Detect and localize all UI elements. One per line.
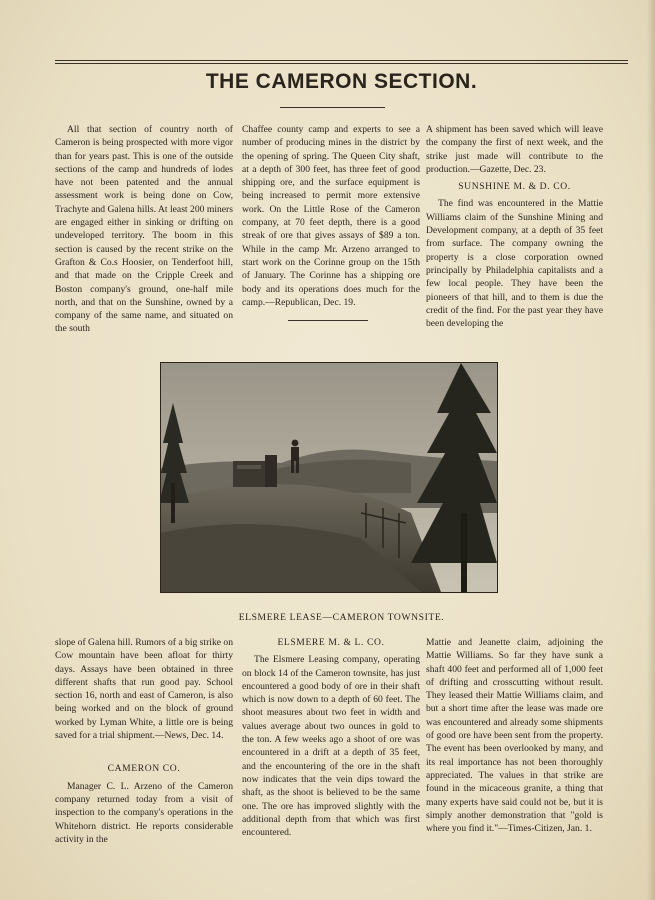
column-2-end-rule [288,320,368,321]
bottom-col1-paragraph-2: Manager C. L. Arzeno of the Cameron company returned today from a visit of inspection to the company's operations in the Whitehorn district. He reports considerable activity in the [55,780,233,845]
top-rule-second [55,63,628,64]
photo-illustration [161,363,497,592]
title-rule [280,107,385,108]
top-column-3 [426,123,603,330]
top-col3-paragraph-2: The find was encountered in the Mattie Williams claim of the Sunshine Mining and Development company, at a depth of 35 feet from surface. The company owning the property is a close corporation owned principally by Philadelphia capitalists and a few local people. They have been the pioneers of that hill, and to them is due the credit of the find. For the past year they have been developing the [426,198,603,330]
bottom-column-1 [55,636,233,846]
bottom-column-3 [426,636,603,835]
cameron-co-heading: CAMERON CO. [107,763,181,775]
bottom-col1-paragraph-1: slope of Galena hill. Rumors of a big strike on Cow mountain have been afloat for thirty days. Assays have been obtained in three different shafts that run good pay. School section 16, north and east of Cameron, is also being worked and on the block of ground worked by Lyman White, a little ore is being saved for a trial shipment.—News, Dec. 14. [55,637,233,742]
page-title: THE CAMERON SECTION. [205,70,478,93]
top-col1-paragraph: All that section of country north of Cameron is being prospected with more vigor than for years past. This is one of the outside sections of the camp and hundreds of lodes have not been patented and the annual assessment work is being done on Cow, Trachyte and Galena hills. At least 200 miners are engaged either in sinking or drifting on undeveloped territory. The boom in this section is caused by the recent strike on the Grafton & Co.s Hoosier, on Tenderfoot hill, and that made on the Cripple Creek and Boston company's ground, one-half mile north, and that on the Sunshine, owned by a company of the same name, and situated on the south [55,124,233,335]
top-column-1 [55,123,233,336]
mine-photograph [160,362,498,593]
top-rule [55,60,628,61]
top-col2-paragraph: Chaffee county camp and experts to see a number of producing mines in the district by the opening of spring. The Queen City shaft, at a depth of 300 feet, has three feet of good shipping ore, and the surface equipment is being increased to permit more extensive work. On the Little Rose of the Cameron company, at 70 feet depth, there is a good streak of ore that gives assays of $89 a ton. While in the camp Mr. Arzeno arranged to start work on the Corinne group on the 15th of January. The Corinne has a shipping ore body and its operations does much for the camp.—Republican, Dec. 19. [242,124,420,308]
top-column-2 [242,123,420,309]
bottom-col2-paragraph: The Elsmere Leasing company, operating on block 14 of the Cameron townsite, has just encountered a good body of ore in their shaft which is now down to a depth of 60 feet. The shoot measures about two feet in width and values average about two ounces in gold to the ton. A few weeks ago a shoot of ore was encountered in a drift at a depth of 35 feet, and the encountering of the ore in the shaft now indicates that the vein dips toward the shaft, as the shoot is believed to be the same one. The ore has improved slightly with the additional depth from that which was first encountered. [242,654,420,839]
page-edge-shadow [647,0,655,900]
bottom-column-2 [242,636,420,839]
sunshine-heading: SUNSHINE M. & D. CO. [458,181,571,193]
photo-caption: ELSMERE LEASE—CAMERON TOWNSITE. [238,612,445,623]
bottom-col3-paragraph: Mattie and Jeanette claim, adjoining the Mattie Williams. So far they have sunk a shaft 400 feet and performed all of 1,000 feet of drifting and crosscutting without result. They leased their Mattie Williams claim, and but a short time after the lease was made ore was encountered and already some shipments of good ore have been sent from the property. The event has been overlooked by many, and its real importance has not been thoroughly appreciated. The values in that strike are found in the micaceous granite, a thing that many experts have said could not be, but it is simply another demonstration that "gold is where you find it."—Times-Citizen, Jan. 1. [426,637,603,835]
top-col3-paragraph-1: A shipment has been saved which will leave the company the first of next week, and the strike just made will contribute to the production.—Gazette, Dec. 23. [426,124,603,175]
elsmere-heading: ELSMERE M. & L. CO. [277,637,385,648]
